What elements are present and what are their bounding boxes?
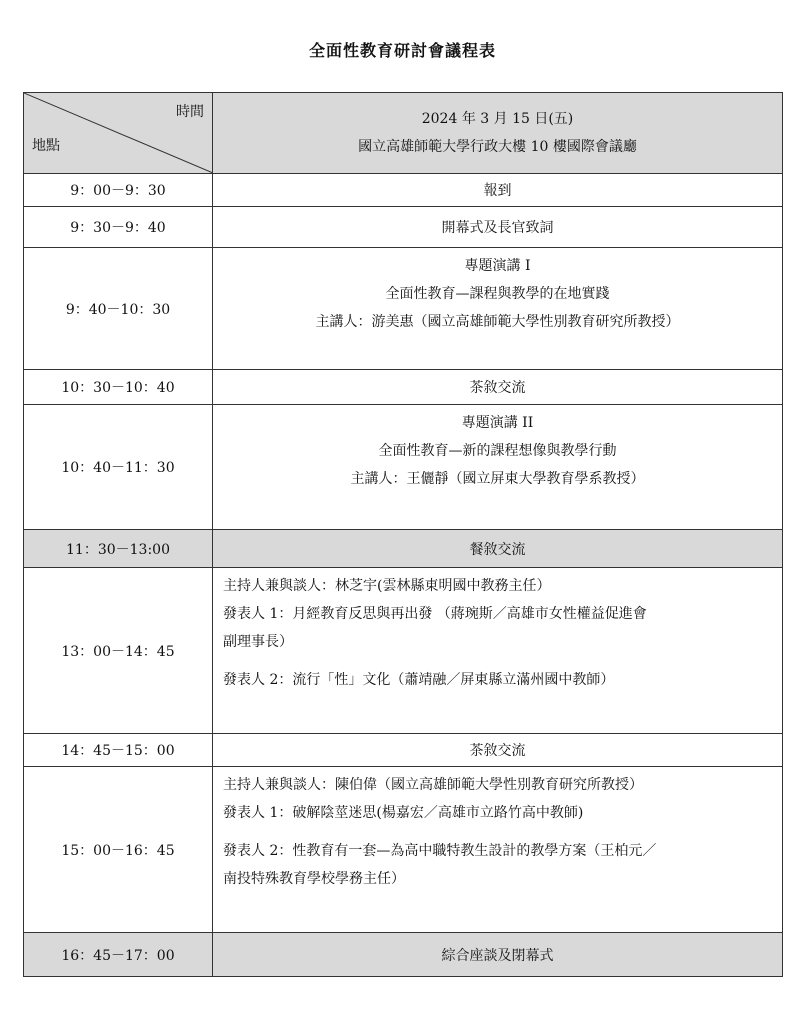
lecture-topic: 全面性教育—課程與教學的在地實踐 <box>385 286 610 302</box>
presenter-1-cont: 副理事長） <box>223 634 293 650</box>
lecture-topic: 全面性教育—新的課程想像與教學行動 <box>378 443 617 459</box>
table-row <box>24 933 783 977</box>
row-time: 15：00－16：45 <box>24 767 213 933</box>
table-row <box>24 405 783 530</box>
moderator: 主持人兼與談人：陳伯偉（國立高雄師範大學性別教育研究所教授） <box>223 777 643 793</box>
table-row <box>24 370 783 405</box>
table-row <box>24 767 783 933</box>
row-content: 茶敘交流 <box>213 370 783 405</box>
lecture-title: 專題演講 I <box>464 258 531 274</box>
row-content: 綜合座談及閉幕式 <box>213 933 783 977</box>
lecture-speaker: 主講人：王儷靜（國立屏東大學教育學系教授） <box>350 471 645 487</box>
row-content: 報到 <box>213 174 783 207</box>
header-info-cell <box>213 93 783 174</box>
row-time: 10：30－10：40 <box>24 370 213 405</box>
table-row <box>24 174 783 207</box>
row-content <box>213 568 783 734</box>
document-title: 全面性教育研討會議程表 <box>308 41 496 60</box>
agenda-table <box>23 92 783 977</box>
row-content: 茶敘交流 <box>213 734 783 767</box>
table-row <box>24 207 783 248</box>
event-date: 2024 年 3 月 15 日(五) <box>421 111 574 127</box>
presenter-1: 發表人 1：破解陰莖迷思(楊嘉宏／高雄市立路竹高中教師) <box>223 805 584 821</box>
presenter-1: 發表人 1：月經教育反思與再出發 （蔣琬斯／高雄市女性權益促進會 <box>223 606 647 622</box>
table-row <box>24 248 783 370</box>
row-time: 14：45－15：00 <box>24 734 213 767</box>
row-time: 9：40－10：30 <box>24 248 213 370</box>
table-row <box>24 568 783 734</box>
table-row <box>24 530 783 568</box>
row-content <box>213 248 783 370</box>
presenter-2: 發表人 2：流行「性」文化（蕭靖融／屏東縣立滿州國中教師） <box>223 672 615 688</box>
lecture-title: 專題演講 II <box>461 415 534 431</box>
row-time: 16：45－17：00 <box>24 933 213 977</box>
header-corner-cell <box>24 93 213 174</box>
event-venue: 國立高雄師範大學行政大樓 10 樓國際會議廳 <box>358 139 637 155</box>
table-row <box>24 734 783 767</box>
presenter-2: 發表人 2：性教育有一套—為高中職特教生設計的教學方案（王柏元／ <box>223 843 657 859</box>
row-content <box>213 405 783 530</box>
lecture-speaker: 主講人：游美惠（國立高雄師範大學性別教育研究所教授） <box>315 314 680 330</box>
row-content: 餐敘交流 <box>213 530 783 568</box>
moderator: 主持人兼與談人：林芝宇(雲林縣東明國中教務主任） <box>223 578 551 594</box>
row-time: 9：30－9：40 <box>24 207 213 248</box>
row-time: 9：00－9：30 <box>24 174 213 207</box>
header-row <box>24 93 783 174</box>
row-time: 13：00－14：45 <box>24 568 213 734</box>
row-content <box>213 767 783 933</box>
row-time: 11：30－13:00 <box>24 530 213 568</box>
presenter-2-cont: 南投特殊教育學校學務主任） <box>223 871 405 887</box>
row-content: 開幕式及長官致詞 <box>213 207 783 248</box>
place-label: 地點 <box>32 138 60 154</box>
row-time: 10：40－11：30 <box>24 405 213 530</box>
time-label: 時間 <box>176 104 204 120</box>
